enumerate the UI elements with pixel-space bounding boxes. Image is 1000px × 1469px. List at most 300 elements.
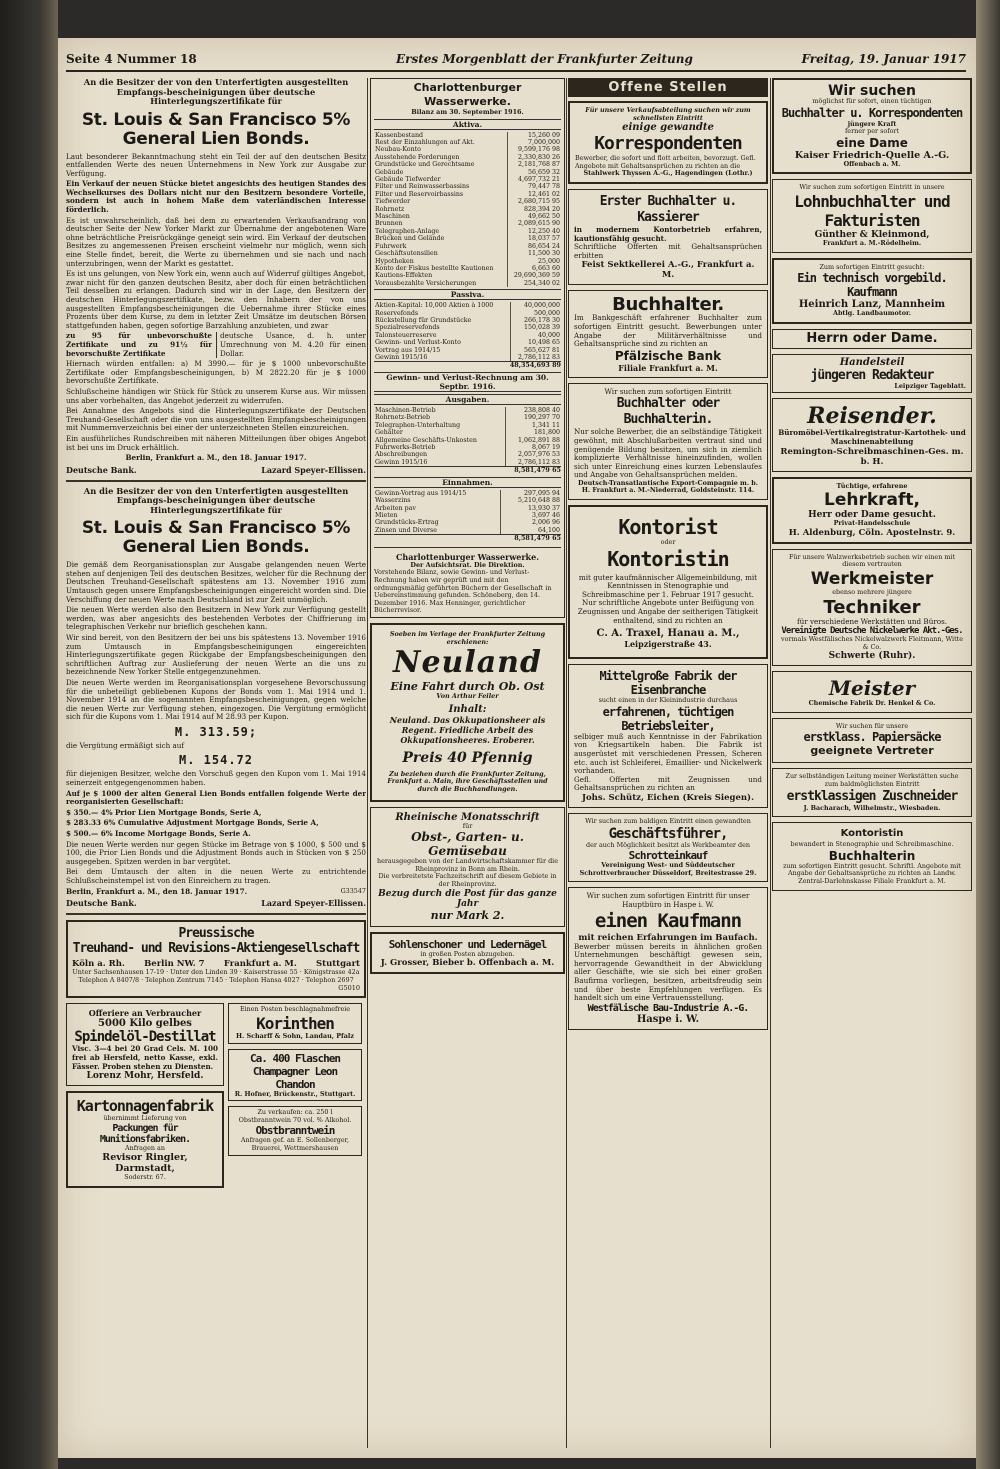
balance-label: Spezialreservefonds <box>375 324 440 332</box>
korinthen-ad <box>228 1003 362 1043</box>
balance-row <box>374 161 561 168</box>
balance-row <box>374 497 561 504</box>
page-number: Seite 4 Nummer 18 <box>66 52 197 66</box>
balance-value: 12,250 40 <box>507 228 561 235</box>
balance-row <box>374 347 561 354</box>
balance-subtitle: Bilanz am 30. September 1916. <box>411 108 524 116</box>
ausgaben-heading: Ausgaben. <box>374 394 561 405</box>
balance-label: Grundstücks-Ertrag <box>375 519 439 527</box>
balance-value: 7,000,000 <box>507 139 561 146</box>
ad-text: jüngere Kraft <box>847 119 897 128</box>
ad-title: Lehrkraft, <box>824 490 920 511</box>
ad-firm: Feist Sektkellerei A.-G., Frankfurt a. M. <box>581 260 755 281</box>
eisenbranche-ad <box>568 664 768 808</box>
ad-title: Kontorist <box>618 515 718 540</box>
notice-paragraph: Die gemäß dem Reorganisationsplan zur Ausgabe gelangenden neuen Werte stehen auf denjenigen Teil des deutschen Besitzes, welcher für die Rechnung der Deutschen Treuhand-Gesellschaft spätestens am 13. November 1916 zum Umtausch gegen unsere Empfangsbescheinigungen eingereicht worden sind. Die Verschiffung der neuen Werte nach Deutschland ist zur Zeit unmöglich. <box>66 560 366 604</box>
book-author: Von Arthur Feiler <box>436 692 499 701</box>
balance-label: Gebäude <box>375 168 404 176</box>
notice-2 <box>66 487 366 909</box>
notice-date: Berlin, Frankfurt a. M., den 18. Januar 1917. <box>66 886 248 896</box>
balance-label: Reservefonds <box>375 309 419 317</box>
balance-row <box>374 527 561 534</box>
balance-row <box>374 317 561 324</box>
ad-price: Bezug durch die Post für das ganze Jahr <box>378 888 557 909</box>
section-heading: Offene Stellen <box>568 78 768 97</box>
ad-title: Geschäftsführer, <box>608 825 728 842</box>
notice-paragraph: Bei Annahme des Angebots sind die Hinterlegungszertifikate der Deutschen Treuhand-Gesellschaft oder die von uns ausgestellten Empfangsbescheinigungen mit Nummernverzeichnis bei einer der unterzeichneten Stellen einzureichen. <box>66 406 366 433</box>
ad-intro: Wir suchen zum sofortigen Eintritt in unsere <box>799 183 945 192</box>
balance-value: 500,000 <box>511 310 561 317</box>
ad-title: Wir suchen <box>827 83 917 99</box>
ad-title: Korrespondenten <box>594 133 742 155</box>
ad-text: Privat-Handelsschule <box>833 519 911 528</box>
ad-dept: Abtlg. Landbaumotor. <box>833 309 911 318</box>
ad-title: Reisender. <box>807 403 937 430</box>
balance-label: Brücken und Gelände <box>375 235 445 243</box>
balance-label: Geschäftsutensilien <box>375 250 438 258</box>
balance-value: 2,786,112 83 <box>511 354 561 361</box>
ad-firm: Revisor Ringler, Darmstadt, <box>102 1152 188 1175</box>
ad-text: ferner per sofort <box>844 127 900 136</box>
ad-title: einen Kaufmann <box>594 909 742 932</box>
balance-label: Maschinen-Betrieb <box>375 406 436 414</box>
ad-text: Bewerber müssen bereits in ähnlichen großen Unternehmungen beschäftigt gewesen sein, hervorragende Gewandtheit in der Abwicklung aller Geschäfte, wie sie sich bei einer großen Baufirma vorliegen, besitzen, arbeitsfreudig sein und über beste Empfehlungen verfügen. Es handelt sich um eine Vertrauensstellung. <box>574 941 762 1003</box>
notice-paragraph: Die neuen Werte werden also den Besitzern in New York zur Verfügung gestellt werden, was aber angesichts des bestehenden Verbotes der Chiffrierung im telegraphischen Verkehr nur brieflich geschehen kann. <box>66 605 366 632</box>
book-spine <box>0 0 58 1469</box>
notice-headline: St. Louis & San Francisco 5% General Lien Bonds. <box>81 109 351 149</box>
balance-row <box>374 339 561 346</box>
ad-text: Gefl. Offerten mit Zeugnissen und Gehaltsansprüchen zu richten an <box>574 774 762 793</box>
ad-intro: Wir suchen zum baldigen Eintritt einen gewandten <box>585 816 751 825</box>
balance-value: 2,786,112 83 <box>505 459 561 466</box>
city: Berlin NW. 7 <box>144 959 205 970</box>
balance-value: 297,095 94 <box>501 490 561 497</box>
balance-value: 79,447 78 <box>507 183 561 190</box>
balance-title: Charlottenburger Wasserwerke. <box>413 81 522 108</box>
notice-paragraph: Bei dem Umtausch der alten in die neuen Werte zu entrichtende Schlußscheinstempel ist von den Einreichern zu tragen. <box>66 867 366 885</box>
balance-row <box>374 191 561 198</box>
bond-line: $ 350.— 4% Prior Lien Mortgage Bonds, Serie A, <box>66 807 262 817</box>
darlehnskasse-ad <box>772 822 972 890</box>
balance-label: Tiefwerder <box>375 198 411 206</box>
redakteur-ad <box>772 354 972 394</box>
balance-value: 12,461 02 <box>507 191 561 198</box>
notice-1 <box>66 78 366 475</box>
ad-firm: J. Grosser, Bieber b. Offenbach a. M. <box>380 958 555 969</box>
monatsschrift-ad <box>370 807 565 927</box>
balance-value: 25,000 <box>507 258 561 265</box>
balance-value: 2,181,768 87 <box>507 161 561 168</box>
notice-title: An die Besitzer der von den Unterfertigten ausgestellten Empfangs-bescheinigungen über deutsche Hinterlegungszertifikate für <box>83 485 349 515</box>
balance-row <box>374 213 561 220</box>
ad-title: Herrn oder Dame. <box>806 330 938 346</box>
balance-row <box>374 198 561 205</box>
issue-date: Freitag, 19. Januar 1917 <box>801 52 966 66</box>
korrespondenten-ad <box>568 101 768 184</box>
balance-value: 1,341 11 <box>505 422 561 429</box>
balance-value: 3,697 46 <box>501 512 561 519</box>
book-price: Preis 40 Pfennig <box>402 749 533 766</box>
contents-list: Neuland. Das Okkupationsheer als Regent. Friedliche Arbeit des Okkupationsheeres. Eroberer. <box>389 714 546 745</box>
ad-sub: Handelsteil <box>839 356 905 368</box>
balance-value: 2,330,830 26 <box>507 154 561 161</box>
balance-value: 8,067 19 <box>505 444 561 451</box>
balance-row <box>374 280 561 287</box>
newspaper-page <box>58 38 976 1458</box>
balance-label: Kassenbestand <box>375 131 424 139</box>
ausgaben-total: 8,581,479 65 <box>374 466 561 475</box>
ad-firm: Vereinigte Deutsche Nickelwerke Akt.-Ges. <box>781 626 963 637</box>
balance-value: 64,100 <box>501 527 561 534</box>
notice-date: Berlin, Frankfurt a. M., den 18. Januar 1917. <box>125 453 307 463</box>
balance-value: 40,000,000 <box>511 302 561 309</box>
bond-line: $ 283.33 6% Cumulative Adjustment Mortgage Bonds, Serie A, <box>66 818 319 828</box>
balance-value: 181,800 <box>505 429 561 436</box>
ad-title: Ein technisch vorgebild. Kaufmann <box>797 271 947 300</box>
ad-intro: Wir suchen für unsere <box>835 721 909 730</box>
ad-firm: R. Hofner, Brückenstr., Stuttgart. <box>234 1089 356 1098</box>
ad-text: herausgegeben von der Landwirtschaftskammer für die Rheinprovinz in Bonn am Rhein. <box>376 857 559 873</box>
balance-label: Rest der Einzahlungen auf Akt. <box>375 139 475 146</box>
notice-paragraph: Ein ausführliches Rundschreiben mit näheren Mitteilungen über obiges Angebot ist bei uns im Druck erhältlich. <box>66 433 366 452</box>
ad-text: selbiger muß auch Kenntnisse in der Fabrikation von Kriegsartikeln haben. Die Fabrik ist ausgerüstet mit verschiedenen Pressen, Scheren etc. auch ist Schleiferei, Emaillier- und Nickelwerk vorhanden. <box>574 731 762 776</box>
balance-row <box>374 354 561 361</box>
papiersaecke-ad <box>772 718 972 764</box>
balance-value: 56,659 32 <box>507 169 561 176</box>
balance-row <box>374 235 561 242</box>
ad-intro: Zur selbständigen Leitung meiner Werkstätten suche zum baldmöglichsten Eintritt <box>785 772 959 789</box>
zuschneider-ad <box>772 768 972 817</box>
ad-firm: Johs. Schütz, Eichen (Kreis Siegen). <box>581 792 755 803</box>
balance-label: Telegraphen-Unterhaltung <box>375 421 461 429</box>
balance-value: 18,037 57 <box>507 235 561 242</box>
ad-title: Werkmeister <box>810 568 934 589</box>
ad-intro: Soeben im Verlage der Frankfurter Zeitung erschienen: <box>389 630 546 646</box>
ad-city: Offenbach a. M. <box>843 159 901 168</box>
herrn-dame-ad <box>772 329 972 349</box>
book-subtitle: Eine Fahrt durch Ob. Ost <box>390 680 545 694</box>
balance-label: Telegraphen-Anlage <box>375 227 440 235</box>
ad-firm: Lorenz Mohr, Hersfeld. <box>86 1071 204 1082</box>
ad-firm: Remington-Schreibmaschinen-Ges. m. b. H. <box>780 446 964 467</box>
vorstand-title: Charlottenburger Wasserwerke. <box>396 551 539 562</box>
notice-paragraph: Schlußscheine händigen wir Stück für Stück zu unserem Kurse aus. Wir müssen uns aber vorbehalten, das Angebot jederzeit zu widerrufen. <box>66 386 366 405</box>
remington-ad <box>772 398 972 471</box>
balance-row <box>374 139 561 146</box>
ad-text: Zu verkaufen: ca. 250 l Obstbranntwein 70 vol. % Alkohol. <box>238 1108 352 1124</box>
balance-row <box>374 451 561 458</box>
ad-text: Schriftliche Offerten mit Gehaltsansprüchen erbitten <box>574 242 762 260</box>
ad-title: Mittelgroße Fabrik der Eisenbranche <box>599 669 737 698</box>
signature-right: Lazard Speyer-Ellissen. <box>261 898 366 909</box>
ad-title: Sohlenschoner und Ledernägel <box>388 937 547 951</box>
ad-text: Bewerber, die sofort und flott arbeiten, bevorzugt. Gefl. Angebote mit Gehaltsansprüchen zu richten an die <box>575 154 756 170</box>
ad-title: Meister <box>828 676 916 701</box>
balance-label: Rohrnetz <box>375 205 405 213</box>
contents-label: Inhalt: <box>448 703 487 715</box>
signature-left: Deutsche Bank. <box>66 464 137 475</box>
balance-row <box>374 154 561 161</box>
henkel-ad <box>772 671 972 713</box>
balance-row <box>374 176 561 183</box>
balance-row <box>374 272 561 279</box>
treuhand-ad <box>66 920 366 998</box>
ad-firm: H. Aldenburg, Cöln. Apostelnstr. 9. <box>788 527 956 538</box>
balance-value: 49,662 50 <box>507 213 561 220</box>
balance-value: 190,297 70 <box>505 414 561 421</box>
ad-firm: Günther & Kleinmond, <box>814 229 930 240</box>
balance-row <box>374 519 561 526</box>
balance-row <box>374 132 561 139</box>
ad-firm: Vereinigung West- und Süddeutscher Schrottverbraucher Düsseldorf, Breitestrasse 29. <box>579 861 757 877</box>
ad-text: bewandert in Stenographie und Schreibmaschine. <box>790 840 954 849</box>
balance-row <box>374 444 561 451</box>
ad-text: sucht einen in der Kleinindustrie durchaus <box>598 696 738 705</box>
ad-address: Soderstr. 67. <box>124 1173 166 1182</box>
rate-text: zu 95 für unbevorschußte Zertifikate und zu 91½ für bevorschußte Zertifikate <box>66 331 212 358</box>
divider <box>374 547 561 548</box>
lohnbuchhalter-ad <box>772 179 972 252</box>
balance-value: 266,178 30 <box>511 317 561 324</box>
balance-row <box>374 228 561 235</box>
ad-intro: Tüchtige, erfahrene <box>836 481 908 490</box>
kaufmann-ad <box>568 887 768 1029</box>
balance-label: Grundstücke und Gerechtsame <box>375 161 475 169</box>
small-ads-row <box>66 1003 366 1193</box>
balance-label: Rückstellung für Grundstücke <box>375 316 472 324</box>
rate-note: deutsche Usance, d. h. unter Umrechnung von M. 4.20 für einen Dollar. <box>216 332 366 358</box>
balance-label: Brunnen <box>375 220 403 228</box>
balance-label: Wasserzins <box>375 497 411 505</box>
amount-note: die Vergütung ermäßigt sich auf <box>66 740 185 750</box>
ad-address: Leipzigerstraße 43. <box>624 639 712 650</box>
amount-1: M. 313.59; <box>174 724 258 739</box>
ad-title: Spindelöl-Destillat <box>74 1029 216 1046</box>
einnahmen-heading: Einnahmen. <box>374 477 561 488</box>
balance-label: Talonsteuerreserve <box>375 331 437 339</box>
ad-title: eine Dame <box>836 135 908 150</box>
ad-text: Visc. 3—4 bei 20 Grad Cels. M. 100 frei ab Hersfeld, netto Kasse, exkl. Fässer. Proben stehen zu Diensten. <box>72 1044 218 1071</box>
notice-headline: St. Louis & San Francisco 5% General Lien Bonds. <box>81 518 351 558</box>
balance-value: 2,089,615 90 <box>507 220 561 227</box>
notice-title: An die Besitzer der von den Unterfertigten ausgestellten Empfangs-bescheinigungen über deutsche Hinterlegungszertifikate für <box>83 78 349 106</box>
ad-firm: Kaiser Friedrich-Quelle A.-G. <box>794 149 950 161</box>
balance-label: Maschinen <box>375 213 410 221</box>
balance-label: Gehälter <box>375 429 403 437</box>
kaiser-friedrich-ad <box>772 78 972 174</box>
balance-value: 40,000 <box>511 332 561 339</box>
balance-value: 86,654 24 <box>507 243 561 250</box>
balance-row <box>374 220 561 227</box>
balance-row <box>374 146 561 153</box>
ad-text: mit guter kaufmännischer Allgemeinbildung, mit Kenntnissen in Stenographie und Schreibmaschine per 1. Februar 1917 gesucht. Nur schriftliche Angebote unter Beifügung von Zeugnissen und Angabe der seitherigen Tätigkeit enthaltend, sind zu richten an <box>577 572 759 625</box>
balance-row <box>374 243 561 250</box>
ad-text: vormals Westfälisches Nickelwalzwerk Fleitmann, Witte & Co. <box>780 635 963 651</box>
karton-ad <box>66 1091 224 1188</box>
neuland-ad <box>370 623 565 802</box>
signature-left: Deutsche Bank. <box>66 898 137 909</box>
ad-title: Kontoristin <box>840 828 904 840</box>
ad-firm: Leipziger Tageblatt. <box>894 381 966 390</box>
balance-value: 828,394 20 <box>507 206 561 213</box>
city: Köln a. Rh. <box>72 959 125 970</box>
ad-intro: Für unsere Walzwerksbetrieb suchen wir einen mit diesem vertrauten <box>788 552 956 569</box>
ad-text: für <box>462 821 473 830</box>
ad-title: Buchhalter. <box>612 294 724 316</box>
balance-value: 2,006 96 <box>501 519 561 526</box>
ad-intro: Wir suchen zum sofortigen Eintritt für unser Hauptbüro in Haspe i. W. <box>586 891 750 909</box>
ad-intro: möglichst für sofort, einen tüchtigen <box>812 97 932 105</box>
vorstand-sub: Der Aufsichtsrat. Die Direktion. <box>410 560 525 569</box>
amount-note: für diejenigen Besitzer, welche den Vorschuß gegen den Kupon vom 1. Mai 1914 seinerzeit entgegengenommen haben. <box>66 769 366 788</box>
ad-firm: Stahlwerk Thyssen A.-G., Hagendingen (Lothr.) <box>583 169 753 178</box>
ad-sub: ebenso mehrere jüngere <box>832 587 912 596</box>
balance-value: 9,599,176 98 <box>507 146 561 153</box>
ad-title: Rheinische Monatsschrift <box>395 811 540 823</box>
ad-text: Im Bankgeschäft erfahrener Buchhalter zum sofortigen Eintritt gesucht. Bewerbungen unter Angabe der Militärverhältnisse und Gehaltsansprüche sind zu richten an <box>574 313 762 349</box>
ad-firm: J. Bacharach, Wilhelmstr., Wiesbaden. <box>803 803 941 812</box>
city: Stuttgart <box>316 959 360 970</box>
notice-paragraph: Hiernach würden entfallen: a) M 3990.— für je $ 1000 unbevorschußte Zertifikate oder Empfangsbescheinigungen, b) M 2822.20 für je $ 1000 bevorschußte Zertifikate. <box>66 359 366 386</box>
ad-sub: einige gewandte <box>622 122 714 134</box>
amount-2: M. 154.72 <box>178 753 254 768</box>
passiva-total: 48,354,693 89 <box>374 361 561 370</box>
ad-text: Packungen für Munitionsfabriken. <box>99 1122 191 1145</box>
ad-title: Korinthen <box>256 1013 334 1033</box>
ad-text: Anfragen an <box>125 1143 165 1152</box>
ad-intro: Wir suchen zum sofortigen Eintritt <box>604 386 732 396</box>
balance-value: 15,260 09 <box>507 132 561 139</box>
ad-price: nur Mark 2. <box>430 908 505 922</box>
city: Frankfurt a. M. <box>223 959 297 970</box>
balance-value: 238,808 40 <box>505 407 561 414</box>
ad-sub: mit reichen Erfahrungen im Baufach. <box>578 932 758 943</box>
ad-qty: 5000 Kilo gelbes <box>98 1018 192 1030</box>
balance-row <box>374 206 561 213</box>
ad-title: erfahrenen, tüchtigen Betriebsleiter, <box>602 704 734 733</box>
ad-title: jüngeren Redakteur <box>810 367 934 383</box>
ad-firm: Heinrich Lanz, Mannheim <box>798 299 946 311</box>
ad-text: Die verbreitetste Fachzeitschrift auf diesem Gebiete in der Rheinprovinz. <box>378 872 557 888</box>
ad-intro: Einen Posten beschlagnahmefreie <box>239 1005 351 1014</box>
signatures <box>66 898 366 908</box>
balance-label: Vorausbezahlte Versicherungen <box>375 279 477 287</box>
ad-title: Lohnbuchhalter und Fakturisten <box>794 191 950 230</box>
ad-title: Buchhalterin <box>828 848 916 863</box>
balance-value: 254,340 02 <box>507 280 561 287</box>
balance-label: Gewinn 1915/16 <box>375 458 428 466</box>
ad-title: Kontoristin <box>607 546 729 571</box>
small-ads-right <box>228 1003 362 1193</box>
ad-city: Frankfurt a. M.-Rödelheim. <box>822 238 922 247</box>
balance-row <box>374 407 561 414</box>
notice-paragraph: Die neuen Werte werden nur gegen Stücke im Betrage von $ 1000, $ 500 und $ 100, die Prior Lien Bonds und die Adjustment Bonds auch in Stücken von $ 250 ausgegeben. Spitzen werden in bar vergütet. <box>66 839 366 866</box>
balance-label: Mieten <box>375 512 398 520</box>
balance-value: 11,500 30 <box>507 250 561 257</box>
balance-value: 4,697,732 21 <box>507 176 561 183</box>
notice-paragraph: Laut besonderer Bekanntmachung steht ein Teil der auf den deutschen Besitz entfallenden Werte des neuen Unternehmens in New York zur Ausgabe zur Verfügung. <box>66 151 366 178</box>
ad-text: in modernem Kontorbetrieb erfahren, kautionsfähig gesucht. <box>574 224 762 243</box>
balance-label: Gewinn- und Verlust-Konto <box>375 339 461 347</box>
balance-label: Gewinn-Vortrag aus 1914/15 <box>375 489 467 497</box>
balance-label: Arbeiten pav <box>375 504 416 512</box>
lehrkraft-ad <box>772 477 972 544</box>
balance-row <box>374 505 561 512</box>
balance-value: 150,028 39 <box>511 324 561 331</box>
ad-firm: H. Scharff & Sohn, Landau, Pfalz <box>236 1031 354 1040</box>
column-rule <box>770 78 771 1448</box>
balance-value: 6,663 60 <box>507 265 561 272</box>
ad-text: für verschiedene Werkstätten und Büros. <box>796 616 948 626</box>
balance-row <box>374 437 561 444</box>
kassierer-ad <box>568 189 768 285</box>
ad-text: Nur solche Bewerber, die an selbständige Tätigkeit gewöhnt, mit Abschlußarbeiten vertraut sind und genügende Bildung besitzen, um sich in ziemlich komplizierte Verhältnisse hineinzufinden, wollen sich unter Einreichung eines kurzen Lebenslaufes und Angabe von Gehaltsansprüchen melden. <box>574 427 762 480</box>
ad-title: Buchhalter oder Buchhalterin. <box>616 396 720 428</box>
ausgaben-table <box>374 407 561 466</box>
ad-code: G5010 <box>338 984 360 993</box>
champagner-ad <box>228 1049 362 1102</box>
ad-branch: Filiale Frankfurt a. M. <box>618 362 718 373</box>
telephone-line: Telephon A 8407/8 · Telephon Zentrum 7145 · Telephon Hansa 4027 · Telephon 2697 <box>78 975 354 984</box>
balance-label: Gewinn 1915/16 <box>375 353 428 361</box>
buchhalterin-ad <box>568 383 768 500</box>
balance-row <box>374 310 561 317</box>
einnahmen-total: 8,581,479 65 <box>374 534 561 543</box>
geschaeftsfuehrer-ad <box>568 813 768 882</box>
balance-label: Abschreibungen <box>375 451 428 459</box>
balance-row <box>374 265 561 272</box>
balance-label: Fuhrwerks-Betrieb <box>375 444 436 451</box>
masthead: Erstes Morgenblatt der Frankfurter Zeitung <box>396 52 693 66</box>
sohlen-ad <box>370 932 565 975</box>
ad-title: Techniker <box>823 596 921 618</box>
balance-row <box>374 169 561 176</box>
balance-row <box>374 258 561 265</box>
ad-title: Erster Buchhalter u. Kassierer <box>599 193 737 225</box>
ad-title: Schrotteinkauf <box>628 849 708 863</box>
ad-text: oder <box>660 538 676 547</box>
notice-paragraph: Es ist unwahrscheinlich, daß bei dem zu erwartenden Verkaufsandrang von deutscher Seite der New Yorker Markt zur Übernahme der angebotenen Ware ohne beträchtliche Preisrückgänge geneigt sein wird. Ein Verkauf der deutschen Besitzes zu angemessenen Preisen erscheint vielmehr nur möglich, wenn sich eine Stelle findet, bereit, die Werte zu übernehmen und sie nach und nach unterzubringen, wenn der Markt es gestattet. <box>66 215 366 268</box>
balance-row <box>374 324 561 331</box>
ad-title: Preussische <box>178 926 254 942</box>
ad-title: Ca. 400 Flaschen Champagner Leon Chandon <box>250 1051 340 1091</box>
divider <box>66 480 366 482</box>
balance-label: Rohrnetz-Betrieb <box>375 414 431 422</box>
column-rule <box>367 78 368 1448</box>
balance-row <box>374 490 561 497</box>
balance-row <box>374 512 561 519</box>
bond-line: $ 500.— 6% Income Mortgage Bonds, Serie A. <box>66 829 251 839</box>
balance-value: 2,680,715 95 <box>507 198 561 205</box>
balance-label: Ausstehende Forderungen <box>375 153 460 161</box>
ad-title: erstklass. Papiersäcke <box>803 730 941 745</box>
aktiva-table <box>374 132 561 288</box>
balance-label: Filter und Reservoirbassins <box>375 190 464 198</box>
ad-firm: C. A. Traxel, Hanau a. M., <box>596 628 740 640</box>
vorstand-text: Vorstehende Bilanz, sowie Gewinn- und Verlust-Rechnung haben wir geprüft und mit den ordnungsmäßig geführten Büchern der Gesellschaft in Uebereinstimmung gefunden. Schöneberg, den 14. Dezember 1916. Max Henninger, gerichtlicher Bücherrevisor. <box>374 568 552 615</box>
column-3 <box>568 78 768 1453</box>
ad-firm: Deutsch-Transatlantische Export-Compagnie m. b. H. Frankfurt a. M.-Niederrad, Goldsteinstr. 114. <box>578 478 758 495</box>
einnahmen-table <box>374 490 561 534</box>
balance-label: Vortrag aus 1914/15 <box>375 346 441 354</box>
column-2 <box>370 78 565 1453</box>
divider <box>66 913 366 915</box>
passiva-heading: Passiva. <box>374 289 561 300</box>
balance-label: Filter und Reinwasserbassins <box>375 183 470 191</box>
ad-sub: geeignete Vertreter <box>810 744 934 758</box>
ad-title: erstklassigen Zuschneider <box>786 788 958 804</box>
order-info: Zu beziehen durch die Frankfurter Zeitung, Frankfurt a. Main, ihre Geschäftsstellen und durch die Buchhandlungen. <box>387 769 548 793</box>
